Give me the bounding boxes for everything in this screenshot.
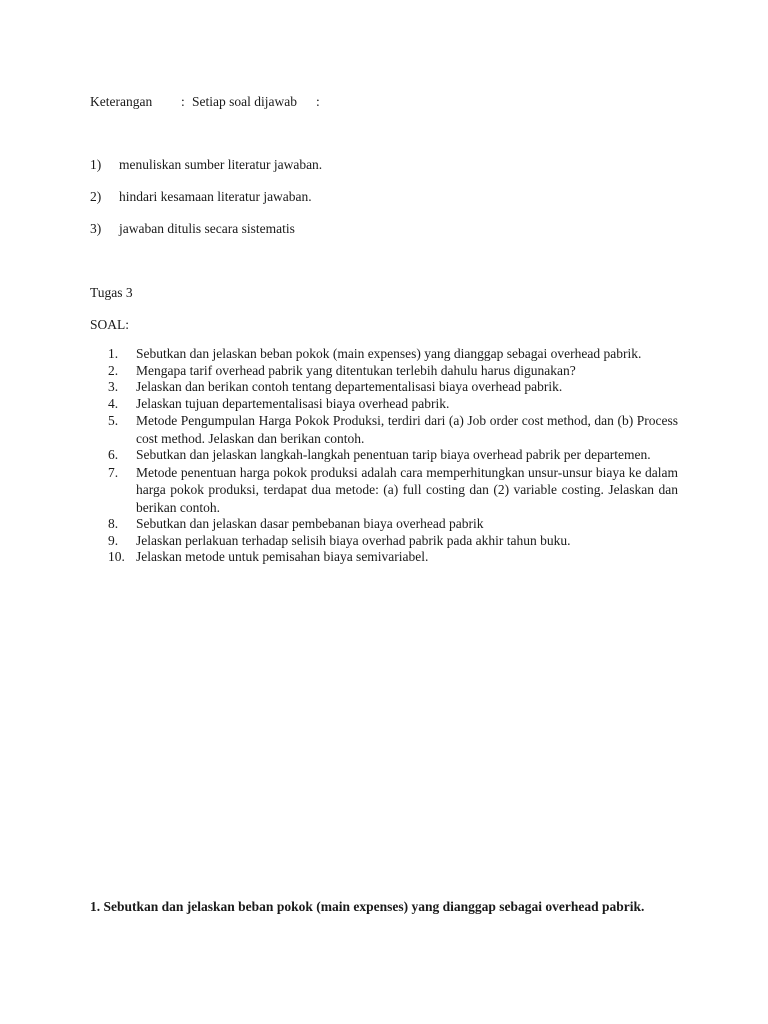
instruction-text: hindari kesamaan literatur jawaban.: [119, 189, 312, 204]
instruction-number: 3): [90, 221, 102, 236]
question-number: 9.: [108, 532, 119, 548]
question-item: [108, 464, 678, 517]
instruction-text: menuliskan sumber literatur jawaban.: [119, 157, 323, 172]
instruction-item: [90, 189, 312, 205]
questions-label: SOAL:: [90, 317, 130, 332]
question-number: 5.: [108, 413, 119, 428]
question-list: [108, 346, 678, 566]
question-text: Jelaskan dan berikan contoh tentang departementalisasi biaya overhead pabrik.: [136, 379, 563, 394]
question-item: [108, 379, 678, 396]
question-text: Sebutkan dan jelaskan langkah-langkah penentuan tarip biaya overhead pabrik per departemen.: [136, 447, 651, 462]
instruction-item: [90, 157, 322, 173]
instruction-item: [90, 221, 295, 237]
question-number: 4.: [108, 395, 119, 411]
question-number: 3.: [108, 379, 119, 394]
keterangan-trailing-colon: :: [316, 94, 320, 109]
answer-heading: 1. Sebutkan dan jelaskan beban pokok (main expenses) yang dianggap sebagai overhead pabrik.: [90, 899, 645, 914]
question-text: Mengapa tarif overhead pabrik yang ditentukan terlebih dahulu harus digunakan?: [136, 362, 576, 378]
instruction-text: jawaban ditulis secara sistematis: [119, 221, 295, 236]
question-text: Jelaskan metode untuk pemisahan biaya semivariabel.: [136, 549, 429, 564]
question-number: 6.: [108, 447, 119, 462]
keterangan-label: Keterangan: [90, 94, 153, 109]
question-item: [108, 533, 678, 550]
question-item: [108, 363, 678, 380]
question-item: [108, 346, 678, 363]
question-item: [108, 516, 678, 533]
question-text: Metode penentuan harga pokok produksi adalah cara memperhitungkan unsur-unsur biaya ke dalam harga pokok produksi, terdapat dua metode: (a) full costing dan (2) variable costing. Jelaskan dan berikan contoh.: [136, 464, 678, 515]
question-text: Jelaskan tujuan departementalisasi biaya overhead pabrik.: [136, 395, 450, 411]
question-text: Sebutkan dan jelaskan dasar pembebanan biaya overhead pabrik: [136, 516, 484, 531]
question-item: [108, 412, 678, 447]
instruction-number: 1): [90, 157, 102, 172]
question-item: [108, 549, 678, 566]
question-number: 7.: [108, 464, 119, 480]
assignment-title: Tugas 3: [90, 285, 133, 300]
question-number: 10.: [108, 549, 125, 564]
question-item: [108, 447, 678, 464]
question-number: 1.: [108, 346, 119, 361]
question-item: [108, 396, 678, 413]
question-text: Sebutkan dan jelaskan beban pokok (main expenses) yang dianggap sebagai overhead pabrik.: [136, 346, 642, 361]
keterangan-colon: :: [181, 94, 185, 109]
question-number: 2.: [108, 362, 119, 378]
question-text: Jelaskan perlakuan terhadap selisih biaya overhad pabrik pada akhir tahun buku.: [136, 532, 571, 548]
keterangan-value: Setiap soal dijawab: [192, 94, 297, 109]
instruction-number: 2): [90, 189, 102, 204]
question-text: Metode Pengumpulan Harga Pokok Produksi, terdiri dari (a) Job order cost method, dan (b) Process cost method. Jelaskan dan berikan contoh.: [136, 413, 678, 446]
question-number: 8.: [108, 516, 119, 531]
